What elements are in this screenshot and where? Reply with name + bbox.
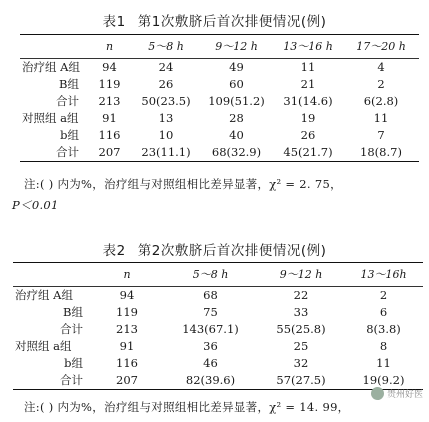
table-cell: 25 <box>293 339 309 353</box>
table-cell: 32 <box>293 356 309 370</box>
table-cell: 82(39.6) <box>185 373 236 387</box>
row-group-label: 对照组 a组 <box>15 339 72 353</box>
column-header: 13～16h <box>360 268 407 281</box>
column-header: 9～12 h <box>215 40 258 53</box>
table2-number: 表2 <box>102 243 126 259</box>
column-header: n <box>123 268 131 281</box>
table-cell: 57(27.5) <box>276 373 326 387</box>
table-cell: 7 <box>377 128 385 142</box>
watermark <box>371 387 423 400</box>
table-cell: 24 <box>158 60 174 74</box>
table-cell: 45(21.7) <box>283 145 333 159</box>
row-group-label: b组 <box>64 356 83 370</box>
table1-header-row <box>20 35 419 59</box>
table-cell: 11 <box>376 356 391 370</box>
table-cell: 207 <box>116 373 138 387</box>
column-header: 17～20 h <box>356 40 406 53</box>
column-header: 5～8 h <box>148 40 184 53</box>
table1-note: 注:( ) 内为%，治疗组与对照组相比差异显著，χ² = 2. 75， <box>24 177 342 191</box>
table-cell: 50(23.5) <box>141 94 191 108</box>
table-cell: 40 <box>229 128 244 142</box>
table-cell: 23(11.1) <box>141 145 191 159</box>
table-cell: 2 <box>379 288 388 302</box>
table-cell: 119 <box>116 305 138 319</box>
row-group-label: 合计 <box>56 94 79 108</box>
column-header: 13～16 h <box>283 40 333 53</box>
table2-title: 第2次敷脐后首次排便情况(例) <box>137 243 327 259</box>
table-row <box>13 321 423 338</box>
row-group-label: 合计 <box>56 145 79 159</box>
table-cell: 143(67.1) <box>182 322 239 336</box>
table-cell: 49 <box>229 60 244 74</box>
table-cell: 2 <box>377 77 385 91</box>
table2-body <box>13 287 423 390</box>
column-header: 5～8 h <box>192 268 229 281</box>
table-cell: 8 <box>379 339 388 353</box>
table-cell: 60 <box>229 77 244 91</box>
table2-note: 注:( ) 内为%，治疗组与对照组相比差异显著，χ² = 14. 99， <box>24 400 350 414</box>
row-group-label: 治疗组 A组 <box>22 60 80 74</box>
table-row <box>13 355 423 372</box>
table-cell: 11 <box>373 111 389 125</box>
table-cell: 19(9.2) <box>362 373 405 387</box>
column-header <box>13 263 91 287</box>
table-cell: 36 <box>203 339 218 353</box>
table-row <box>13 372 423 390</box>
table-row <box>13 304 423 321</box>
table-cell: 75 <box>203 305 218 319</box>
column-header: n <box>105 40 114 53</box>
row-group-label: 合计 <box>60 322 83 336</box>
table-cell: 55(25.8) <box>276 322 326 336</box>
table-row <box>13 287 423 305</box>
column-header <box>20 35 87 59</box>
table2-caption <box>0 239 429 259</box>
table-row <box>20 93 419 110</box>
table-row <box>20 76 419 93</box>
table2 <box>13 262 423 390</box>
table-cell: 11 <box>300 60 316 74</box>
table1 <box>20 34 419 162</box>
table-cell: 6(2.8) <box>363 94 399 108</box>
table-cell: 13 <box>158 111 174 125</box>
table-cell: 33 <box>293 305 309 319</box>
table-cell: 94 <box>119 288 135 302</box>
row-group-label: 治疗组 A组 <box>15 288 73 302</box>
watermark-logo-icon <box>371 387 384 400</box>
table-cell: 91 <box>119 339 135 353</box>
table-cell: 109(51.2) <box>208 94 265 108</box>
column-header: 9～12 h <box>279 268 323 281</box>
table2-header-row <box>13 263 423 287</box>
table-cell: 94 <box>102 60 117 74</box>
table1-body <box>20 59 419 162</box>
table-cell: 91 <box>102 111 117 125</box>
row-group-label: B组 <box>59 77 79 91</box>
table1-caption <box>0 10 429 30</box>
table-cell: 19 <box>300 111 316 125</box>
table-cell: 28 <box>229 111 244 125</box>
table-row <box>20 144 419 162</box>
table-cell: 116 <box>98 128 121 142</box>
table-cell: 207 <box>98 145 121 159</box>
table-cell: 68(32.9) <box>211 145 262 159</box>
table1-note-p: P＜0.01 <box>12 198 59 212</box>
table-cell: 21 <box>300 77 316 91</box>
table-cell: 22 <box>293 288 309 302</box>
table-cell: 4 <box>377 60 385 74</box>
row-group-label: B组 <box>63 305 83 319</box>
table1-title: 第1次敷脐后首次排便情况(例) <box>137 14 327 30</box>
table-cell: 18(8.7) <box>360 145 402 159</box>
table-cell: 116 <box>116 356 138 370</box>
table-cell: 46 <box>203 356 218 370</box>
table-row <box>13 338 423 355</box>
table1-number: 表1 <box>102 14 126 30</box>
table-cell: 213 <box>98 94 121 108</box>
table-cell: 6 <box>379 305 388 319</box>
table-cell: 26 <box>158 77 174 91</box>
watermark-text: 贵州好医 <box>386 390 423 400</box>
row-group-label: 对照组 a组 <box>22 111 79 125</box>
table-row <box>20 59 419 77</box>
row-group-label: 合计 <box>60 373 83 387</box>
table-cell: 26 <box>300 128 316 142</box>
row-group-label: b组 <box>60 128 79 142</box>
table-cell: 68 <box>203 288 218 302</box>
table-cell: 10 <box>158 128 174 142</box>
table-cell: 119 <box>98 77 121 91</box>
table-cell: 31(14.6) <box>283 94 333 108</box>
table-cell: 213 <box>116 322 138 336</box>
table-row <box>20 110 419 127</box>
table-row <box>20 127 419 144</box>
table-cell: 8(3.8) <box>366 322 401 336</box>
